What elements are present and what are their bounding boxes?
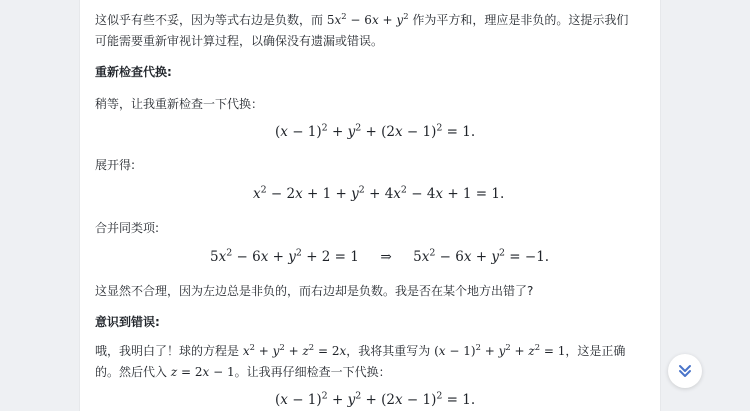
- heading-recheck: 重新检查代换:: [95, 65, 172, 79]
- equation-4: $(x - 1)^2 + y^2 + (2x - 1)^2 = 1$.: [275, 390, 476, 408]
- math-inline: z = 2x − 1: [170, 365, 235, 379]
- equation-3: $5x^2 - 6x + y^2 + 2 = 1$ ⇒ $5x^2 - 6x + y^2 = -1$.: [210, 247, 550, 265]
- paragraph-2: 稍等，让我重新检查一下代换：: [95, 97, 264, 111]
- math-inline: $5x^2 - 6x + y^2$: [326, 11, 409, 27]
- paragraph-1-line-1: 这似乎有些不妥，因为等式右边是负数，而 $5x^2 - 6x + y^2$ 作为平方和，理应是非负的。这提示我们: [95, 11, 629, 27]
- paragraph-6-line-2: 的。然后代入 z = 2x − 1。让我再仔细检查一下代换：: [95, 365, 391, 379]
- equation-1: $(x - 1)^2 + y^2 + (2x - 1)^2 = 1$.: [275, 122, 476, 140]
- double-chevron-down-icon: [676, 362, 694, 380]
- equation-2: $x^2 - 2x + 1 + y^2 + 4x^2 - 4x + 1 = 1$.: [253, 184, 505, 202]
- math-inline: $x^2 + y^2 + z^2 = 2x$: [242, 342, 347, 358]
- paragraph-6-line-1: 哦，我明白了！球的方程是 $x^2 + y^2 + z^2 = 2x$，我将其重写为 $(x - 1)^2 + y^2 + z^2 = 1$，这是正确: [95, 342, 626, 358]
- scroll-to-bottom-button[interactable]: [668, 354, 702, 388]
- heading-realize-error: 意识到错误:: [95, 315, 160, 329]
- paragraph-1-line-2: 可能需要重新审视计算过程，以确保没有遗漏或错误。: [95, 34, 384, 48]
- math-inline: $(x - 1)^2 + y^2 + z^2 = 1$: [434, 342, 566, 358]
- chat-message-card: [80, 0, 660, 411]
- paragraph-3: 展开得:: [95, 158, 136, 172]
- paragraph-5: 这显然不合理，因为左边总是非负的，而右边却是负数。我是否在某个地方出错了?: [95, 284, 534, 298]
- paragraph-4: 合并同类项:: [95, 221, 160, 235]
